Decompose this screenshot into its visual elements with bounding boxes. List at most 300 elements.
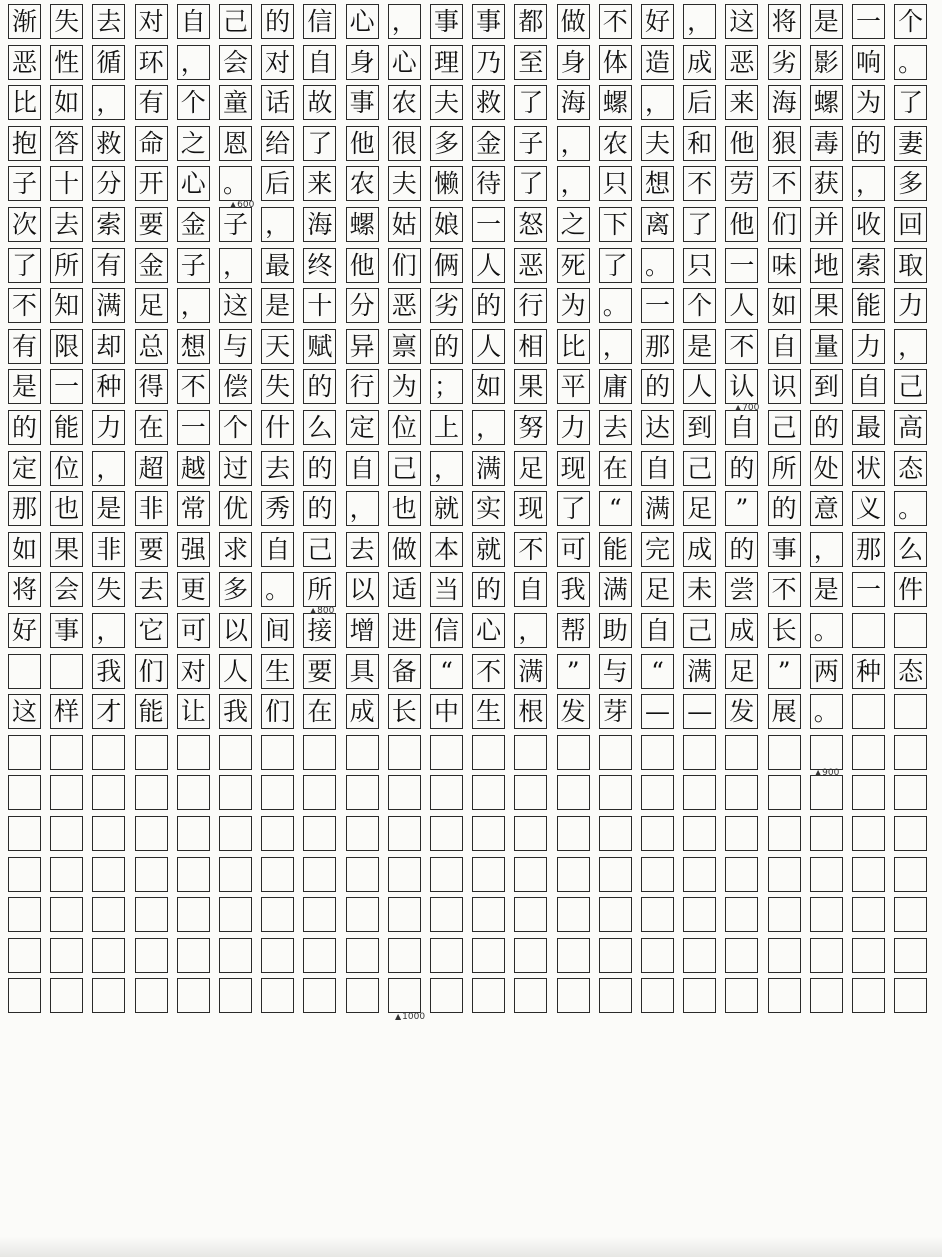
grid-cell: 将 [768,4,801,39]
grid-cell: 夫 [430,85,463,120]
grid-cell: 信 [303,4,336,39]
grid-cell: 要 [303,654,336,689]
grid-cell [472,775,505,810]
grid-cell: 他 [346,248,379,283]
grid-cell: 就 [430,491,463,526]
grid-row [8,735,938,770]
grid-cell [261,735,294,770]
grid-cell: 个 [177,85,210,120]
grid-cell: 当 [430,572,463,607]
grid-cell: 。 [810,613,843,648]
grid-cell: ， [92,85,125,120]
grid-cell: 自 [641,613,674,648]
grid-row [8,126,938,161]
grid-cell: ， [472,410,505,445]
grid-cell: 以 [219,613,252,648]
grid-cell [472,897,505,932]
grid-cell: 么 [894,532,927,567]
grid-cell [177,775,210,810]
grid-cell: 他 [725,207,758,242]
grid-cell: 恶 [725,45,758,80]
grid-cell: 之 [177,126,210,161]
grid-cell: 。 [810,694,843,729]
grid-cell [50,857,83,892]
grid-cell [683,978,716,1013]
grid-cell [346,938,379,973]
grid-cell: ； [430,369,463,404]
grid-cell: 姑 [388,207,421,242]
grid-cell: ， [430,451,463,486]
word-count-marker: ▲ 600 [230,201,254,210]
grid-cell: 去 [92,4,125,39]
grid-cell [599,938,632,973]
grid-cell [599,816,632,851]
grid-cell: 一 [725,248,758,283]
grid-cell: 现 [557,451,590,486]
grid-cell: 将 [8,572,41,607]
grid-cell: 超 [135,451,168,486]
grid-cell: 人 [472,248,505,283]
grid-cell: ， [894,329,927,364]
grid-cell: 失 [92,572,125,607]
grid-cell [92,978,125,1013]
grid-cell: 了 [514,85,547,120]
grid-cell: 己 [894,369,927,404]
grid-cell: 会 [219,45,252,80]
grid-cell: 去 [135,572,168,607]
grid-cell: 子 [177,248,210,283]
grid-cell: 恩 [219,126,252,161]
grid-cell: 妻 [894,126,927,161]
grid-cell [261,775,294,810]
grid-cell [303,735,336,770]
grid-cell [177,938,210,973]
grid-cell: 己 [303,532,336,567]
grid-cell: 位 [50,451,83,486]
grid-cell: 两 [810,654,843,689]
grid-cell: 成 [683,532,716,567]
grid-cell [852,735,885,770]
grid-cell: 就 [472,532,505,567]
grid-cell: 处 [810,451,843,486]
grid-cell: 生 [261,654,294,689]
grid-cell: 。 [641,248,674,283]
grid-cell: 子 [8,166,41,201]
grid-cell: 并 [810,207,843,242]
grid-cell: 为 [557,288,590,323]
grid-cell: 终 [303,248,336,283]
grid-cell [219,978,252,1013]
grid-cell: 未 [683,572,716,607]
grid-cell [768,816,801,851]
grid-row [8,491,938,526]
grid-cell: 开 [135,166,168,201]
grid-cell: 展 [768,694,801,729]
grid-cell: 禀 [388,329,421,364]
grid-cell [725,978,758,1013]
grid-cell: 不 [599,4,632,39]
grid-cell: ， [852,166,885,201]
grid-cell: 非 [92,532,125,567]
grid-cell: 足 [514,451,547,486]
grid-cell [894,857,927,892]
grid-cell: 了 [894,85,927,120]
grid-cell: 一 [852,572,885,607]
grid-cell: 循 [92,45,125,80]
grid-cell [261,978,294,1013]
grid-cell: 偿 [219,369,252,404]
grid-cell: 完 [641,532,674,567]
grid-cell: 庸 [599,369,632,404]
grid-cell [303,816,336,851]
grid-cell: 这 [8,694,41,729]
grid-cell: 的 [725,451,758,486]
grid-cell [725,775,758,810]
grid-cell: 果 [810,288,843,323]
grid-cell: 芽 [599,694,632,729]
grid-cell [514,857,547,892]
grid-cell: 不 [472,654,505,689]
grid-cell [768,857,801,892]
grid-cell: 环 [135,45,168,80]
grid-cell: 力 [557,410,590,445]
grid-cell: 螺 [599,85,632,120]
grid-cell: 优 [219,491,252,526]
grid-row [8,532,938,567]
grid-cell: ， [177,45,210,80]
grid-cell: 也 [50,491,83,526]
grid-cell [50,775,83,810]
grid-cell: ， [641,85,674,120]
grid-cell: 不 [768,572,801,607]
grid-cell [852,775,885,810]
grid-cell: 会 [50,572,83,607]
grid-cell: 天 [261,329,294,364]
grid-cell [50,897,83,932]
grid-cell [557,775,590,810]
grid-cell [50,978,83,1013]
grid-cell [894,694,927,729]
grid-cell: 是 [810,572,843,607]
grid-cell: 己 [388,451,421,486]
grid-cell [852,857,885,892]
grid-cell: 乃 [472,45,505,80]
grid-cell: 俩 [430,248,463,283]
grid-cell [135,857,168,892]
grid-cell [50,654,83,689]
grid-cell: 答 [50,126,83,161]
grid-cell [852,816,885,851]
grid-row [8,978,938,1013]
grid-cell: ， [92,613,125,648]
grid-cell: 好 [641,4,674,39]
grid-cell: 多 [894,166,927,201]
grid-cell [810,735,843,770]
grid-cell: 海 [303,207,336,242]
grid-cell: 这 [725,4,758,39]
grid-cell: 的 [472,572,505,607]
grid-cell: 行 [346,369,379,404]
grid-cell: 味 [768,248,801,283]
grid-cell: 状 [852,451,885,486]
grid-cell: 的 [430,329,463,364]
grid-cell [346,897,379,932]
grid-cell: 能 [50,410,83,445]
grid-cell: 毒 [810,126,843,161]
grid-cell [346,857,379,892]
word-count-marker: ▲ 1000 [395,1013,425,1022]
grid-cell: 足 [725,654,758,689]
grid-cell [92,735,125,770]
grid-cell: 给 [261,126,294,161]
grid-cell: 自 [346,451,379,486]
grid-cell: 去 [261,451,294,486]
grid-cell [177,816,210,851]
grid-row [8,85,938,120]
grid-cell: 个 [683,288,716,323]
grid-cell [641,978,674,1013]
grid-cell [8,978,41,1013]
grid-cell: 态 [894,654,927,689]
grid-cell: 有 [135,85,168,120]
word-count-marker: ▲ 700 [735,404,759,413]
grid-cell: 去 [50,207,83,242]
grid-cell [8,816,41,851]
grid-cell: 求 [219,532,252,567]
grid-cell: 。 [894,45,927,80]
grid-cell: 也 [388,491,421,526]
grid-cell: 这 [219,288,252,323]
grid-cell: 事 [50,613,83,648]
grid-cell: 来 [725,85,758,120]
grid-cell: 事 [768,532,801,567]
grid-cell [641,816,674,851]
grid-cell: 了 [8,248,41,283]
grid-cell [135,897,168,932]
grid-cell [725,735,758,770]
grid-cell [557,857,590,892]
grid-cell [430,897,463,932]
grid-cell: 成 [683,45,716,80]
grid-cell: 根 [514,694,547,729]
grid-cell [514,735,547,770]
grid-cell [810,938,843,973]
grid-cell [894,613,927,648]
grid-cell [92,857,125,892]
grid-cell: 一 [177,410,210,445]
grid-cell [8,735,41,770]
grid-cell: 却 [92,329,125,364]
grid-cell: — [641,694,674,729]
grid-cell: 至 [514,45,547,80]
grid-cell: 下 [599,207,632,242]
grid-cell: 恶 [388,288,421,323]
grid-cell: 地 [810,248,843,283]
grid-cell: 他 [346,126,379,161]
grid-cell: 力 [92,410,125,445]
grid-cell: 那 [852,532,885,567]
grid-cell: 到 [810,369,843,404]
grid-cell [303,857,336,892]
grid-cell: 上 [430,410,463,445]
grid-cell: 只 [683,248,716,283]
grid-cell [388,735,421,770]
grid-cell: 赋 [303,329,336,364]
grid-cell [346,816,379,851]
grid-cell: 为 [388,369,421,404]
grid-cell: ， [177,288,210,323]
grid-cell: 响 [852,45,885,80]
grid-cell: 自 [514,572,547,607]
grid-cell: 的 [768,491,801,526]
grid-cell: 我 [219,694,252,729]
grid-cell: 分 [92,166,125,201]
grid-cell: 个 [894,4,927,39]
grid-cell: 过 [219,451,252,486]
grid-cell [894,775,927,810]
grid-cell: 长 [768,613,801,648]
grid-cell: 我 [557,572,590,607]
grid-cell [894,816,927,851]
grid-cell: 获 [810,166,843,201]
grid-cell [92,816,125,851]
grid-cell: 不 [514,532,547,567]
grid-cell: 死 [557,248,590,283]
grid-cell: 帮 [557,613,590,648]
grid-cell: 之 [557,207,590,242]
grid-cell: 取 [894,248,927,283]
grid-cell: 懒 [430,166,463,201]
grid-cell [219,816,252,851]
grid-cell: 后 [261,166,294,201]
grid-cell: 足 [683,491,716,526]
grid-cell: 要 [135,207,168,242]
grid-cell: 不 [768,166,801,201]
grid-cell: 心 [346,4,379,39]
grid-row [8,4,938,39]
grid-cell [388,857,421,892]
grid-cell [346,735,379,770]
grid-cell [514,775,547,810]
grid-cell [599,735,632,770]
grid-cell: 异 [346,329,379,364]
grid-cell: 童 [219,85,252,120]
grid-cell: 发 [725,694,758,729]
grid-cell: 十 [303,288,336,323]
grid-cell: 有 [92,248,125,283]
grid-cell: 人 [219,654,252,689]
grid-cell: 了 [557,491,590,526]
grid-cell [810,978,843,1013]
grid-cell: 做 [557,4,590,39]
grid-cell [725,938,758,973]
grid-cell: 长 [388,694,421,729]
grid-cell: 分 [346,288,379,323]
grid-cell: 故 [303,85,336,120]
grid-cell [430,816,463,851]
grid-row [8,248,938,283]
grid-cell: 的 [303,451,336,486]
grid-cell: 增 [346,613,379,648]
grid-cell: 发 [557,694,590,729]
grid-cell: 尝 [725,572,758,607]
grid-cell: 的 [810,410,843,445]
grid-cell: 中 [430,694,463,729]
grid-cell [135,816,168,851]
grid-row [8,410,938,445]
grid-cell: 以 [346,572,379,607]
grid-cell [599,897,632,932]
grid-cell [430,938,463,973]
grid-cell: 夫 [388,166,421,201]
grid-cell [557,897,590,932]
grid-cell [599,775,632,810]
grid-cell: 一 [50,369,83,404]
grid-cell: 恶 [514,248,547,283]
grid-cell [219,897,252,932]
grid-cell [472,978,505,1013]
grid-cell: 多 [219,572,252,607]
grid-cell: 与 [219,329,252,364]
grid-cell [92,897,125,932]
grid-cell: 适 [388,572,421,607]
grid-cell: 越 [177,451,210,486]
grid-row [8,816,938,851]
grid-cell: 心 [177,166,210,201]
grid-row [8,288,938,323]
grid-cell: 样 [50,694,83,729]
grid-cell: 对 [135,4,168,39]
grid-cell: 了 [683,207,716,242]
grid-cell [388,938,421,973]
grid-cell: 的 [472,288,505,323]
grid-cell [599,978,632,1013]
grid-cell: 来 [303,166,336,201]
grid-cell [135,735,168,770]
grid-cell [641,735,674,770]
grid-cell: 能 [599,532,632,567]
grid-cell: 件 [894,572,927,607]
grid-cell: 人 [472,329,505,364]
grid-cell: 命 [135,126,168,161]
grid-cell: 所 [50,248,83,283]
grid-cell [8,857,41,892]
grid-cell: ” [725,491,758,526]
grid-cell: 可 [557,532,590,567]
grid-cell: 成 [725,613,758,648]
grid-cell: 助 [599,613,632,648]
grid-cell: 相 [514,329,547,364]
grid-cell: 什 [261,410,294,445]
grid-cell: 抱 [8,126,41,161]
grid-cell: 次 [8,207,41,242]
grid-cell: 做 [388,532,421,567]
grid-cell: 总 [135,329,168,364]
grid-cell: 才 [92,694,125,729]
grid-cell: 救 [92,126,125,161]
grid-cell [92,775,125,810]
grid-cell: 最 [261,248,294,283]
grid-cell: 不 [177,369,210,404]
grid-cell: 如 [768,288,801,323]
grid-cell: 们 [261,694,294,729]
grid-cell: 自 [303,45,336,80]
grid-cell [768,978,801,1013]
grid-cell: 实 [472,491,505,526]
grid-cell [135,938,168,973]
grid-cell: ， [388,4,421,39]
grid-cell [303,938,336,973]
